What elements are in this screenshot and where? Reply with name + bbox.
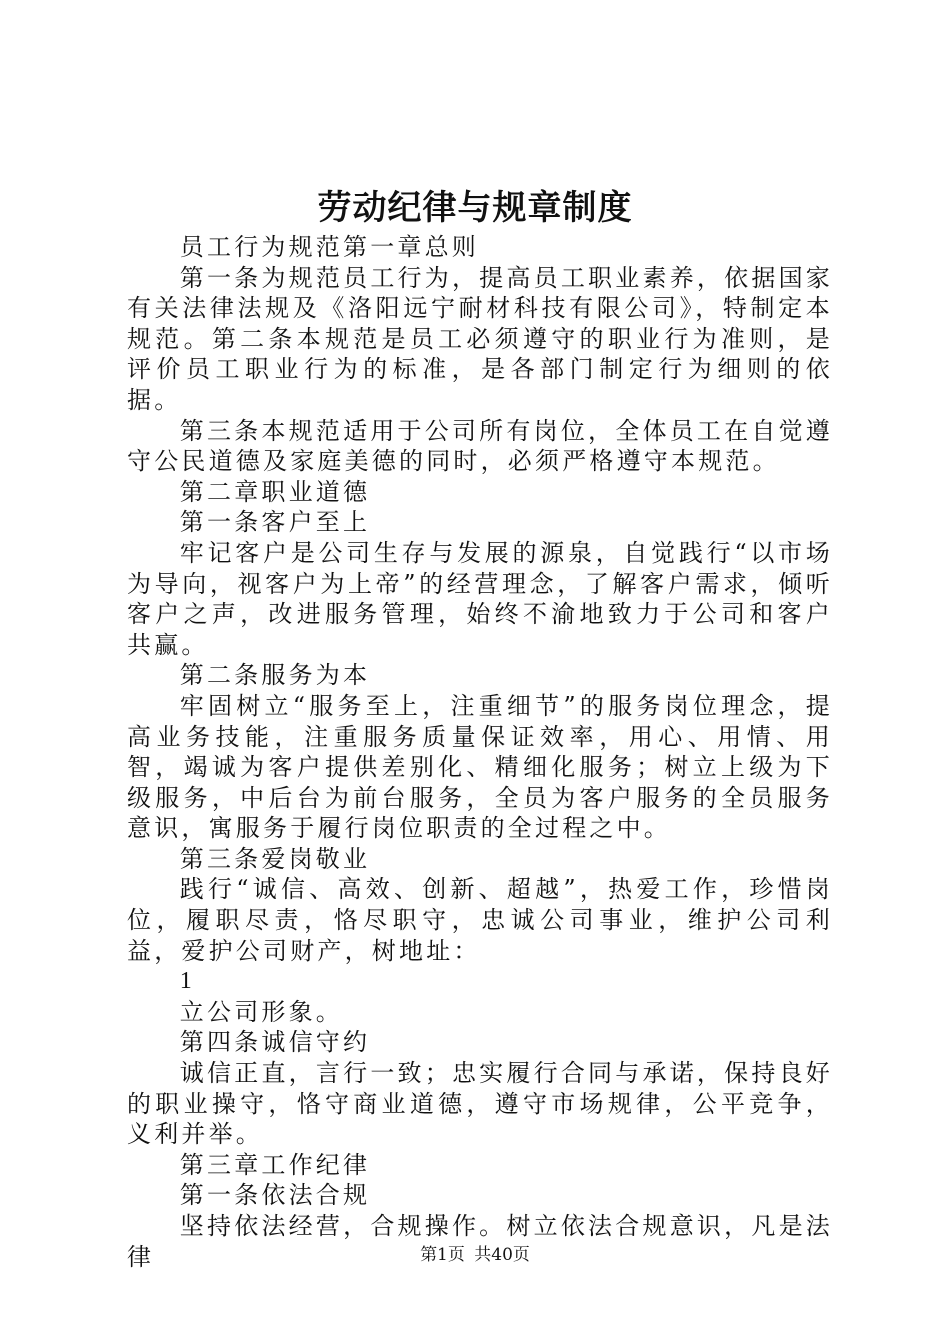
paragraph: 立公司形象。: [179, 997, 343, 1026]
document-body: [127, 232, 833, 1272]
article-heading: 第一条客户至上: [179, 508, 371, 537]
article-heading: 第三条爱岗敬业: [179, 844, 371, 873]
page-number: 第1页: [420, 1245, 465, 1265]
chapter-heading: 员工行为规范第一章总则: [179, 233, 479, 261]
chapter-heading: 第二章职业道德: [179, 477, 371, 506]
paragraph: 践行“诚信、高效、创新、超越”，热爱工作，珍惜岗位，履职尽责，恪尽职守，忠诚公司事业，维护公司利益，爱护公司财产，树地址：: [127, 875, 833, 965]
paragraph: 第三条本规范适用于公司所有岗位，全体员工在自觉遵守公民道德及家庭美德的同时，必须严格遵守本规范。: [127, 416, 833, 476]
paragraph: 牢固树立“服务至上，注重细节”的服务岗位理念，提高业务技能，注重服务质量保证效率，用心、用情、用智，竭诚为客户提供差别化、精细化服务；树立上级为下级服务，中后台为前台服务，全员为客户服务的全员服务意识，寓服务于履行岗位职责的全过程之中。: [127, 691, 833, 843]
document-title: 劳动纪律与规章制度: [317, 188, 633, 228]
page-number-marker: 1: [179, 968, 192, 995]
paragraph: 牢记客户是公司生存与发展的源泉，自觉践行“以市场为导向，视客户为上帝”的经营理念，了解客户需求，倾听客户之声，改进服务管理，始终不渝地致力于公司和客户共赢。: [127, 538, 833, 659]
paragraph: 诚信正直，言行一致；忠实履行合同与承诺，保持良好的职业操守，恪守商业道德，遵守市场规律，公平竞争，义利并举。: [127, 1059, 833, 1149]
page-total: 共40页: [474, 1245, 530, 1265]
page-footer: [0, 1243, 950, 1267]
chapter-heading: 第三章工作纪律: [179, 1150, 371, 1179]
paragraph: 坚持依法经营，合规操作。树立依法合规意识，凡是法律: [127, 1212, 833, 1271]
paragraph: 第一条为规范员工行为，提高员工职业素养，依据国家有关法律法规及《洛阳远宁耐材科技有限公司》，特制定本规范。第二条本规范是员工必须遵守的职业行为准则，是评价员工职业行为的标准，是各部门制定行为细则的依据。: [127, 263, 833, 414]
article-heading: 第二条服务为本: [179, 661, 371, 690]
article-heading: 第一条依法合规: [179, 1181, 371, 1210]
article-heading: 第四条诚信守约: [179, 1028, 371, 1057]
